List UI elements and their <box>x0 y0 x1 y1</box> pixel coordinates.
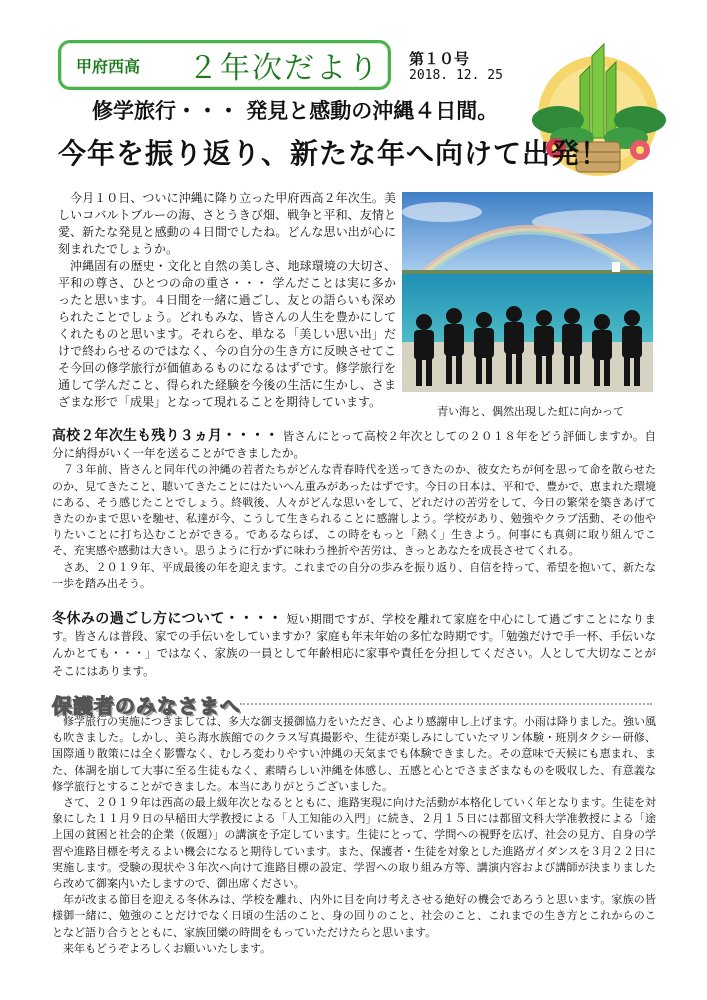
section-paragraph: ７３年前、皆さんと同年代の沖縄の若者たちがどんな青春時代を送ってきたのか、彼女たちが何を思って命を散らせたのか、見てきたこと、聴いてきたことにはたいへん重みがあったはずです。今日の日本は、平和で、豊かで、恵まれた環境にある、そう感じたことでしょう。終戦後、人々がどんな思いをして、どれだけの苦労をして、今日の繁栄を築きあげてきたのかまで思いを馳せ、私達が今、こうして生きられることに感謝しよう。学校があり、勉強やクラブ活動、その他やりたいことに打ち込むことができる。であるならば、この時をもっと「熱く」生きよう。何事にも真剣に取り組んでこそ、充実感や感動は大きい。思うように行かずに味わう挫折や苦労は、きっとあなたを成長させてくれる。 <box>52 463 656 558</box>
article-paragraph: 今月１０日、ついに沖縄に降り立った甲府西高２年次生。美しいコバルトブルーの海、さとうきび畑、戦争と平和、友情と愛、新たな発見と感動の４日間でしたね。どんな思い出が心に刻まれたでしょうか。 <box>58 191 396 256</box>
headline-primary: 修学旅行・・・ 発見と感動の沖縄４日間。 <box>92 99 499 123</box>
photo-students-rainbow <box>402 192 653 392</box>
section-paragraph: 修学旅行の実施につきましては、多大な御支援御協力をいただき、心より感謝申し上げます。小雨は降りました。強い風も吹きました。しかし、美ら海水族館でのクラス写真撮影や、生徒が楽しみにしていたマリン体験・班別タクシー研修、国際通り散策には全く影響なく、むしろ変わりやすい沖縄の天気までも体験できました。その意味で天候にも恵まれ、また、体調を崩して大事に至る生徒もなく、素晴らしい沖縄を体感し、五感と心とでさまざまなものを吸収した、有意義な修学旅行とすることができました。本当にありがとうございました。 <box>52 715 656 793</box>
section-lead-text: 短い期間ですが、学校を離れて家庭を中心にして過ごすことになります。皆さんは普段、家での手伝いをしていますか？家庭も年末年始の多忙な時期です。「勉強だけで手一杯、手伝いなんかとても・・・」ではなく、家族の一員として年齢相応に家事や責任を分担してください。人として大切なことがそこにはあります。 <box>52 612 656 678</box>
section-paragraph: 来年もどうぞよろしくお願いいたします。 <box>63 941 272 955</box>
section-remaining-months <box>52 428 656 592</box>
section-winter-break <box>52 611 656 680</box>
section-parents <box>52 714 656 957</box>
parents-section-heading: 保護者のみなさまへ <box>52 694 241 718</box>
section-lead <box>52 611 656 680</box>
photo-caption: 青い海と、偶然出現した虹に向かって <box>437 405 624 418</box>
section-lead-text: 皆さんにとって高校２年次としての２０１８年をどう評価しますか。自分に納得がいく一年を送ることができましたか。 <box>52 429 656 461</box>
issue-date: 2018. 12. 25 <box>409 68 503 83</box>
section-paragraph: さて、２０１９年は西高の最上級年次となるとともに、進路実現に向けた活動が本格化していく年となります。生徒を対象にした１１月９日の早稲田大学教授による「人工知能の入門」に続き、２月１５日には都留文科大学准教授による「途上国の貧困と社会的企業（仮題）」の講演を予定しています。生徒にとって、学問への視野を広げ、社会の見方、自身の学習や進路目標を考えるよい機会になると期待しています。また、保護者・生徒を対象とした進路ガイダンスを３月２２日に実施します。受験の現状や３年次へ向けて進路目標の設定、学習への取り組み方等、講演内容および講師が決まりましたら改めて御案内いたしますので、御出席ください。 <box>52 796 656 891</box>
school-name: 甲府西高 <box>76 57 141 76</box>
section-paragraph: 年が改まる節目を迎える冬休みは、学校を離れ、内外に目を向け考えさせる絶好の機会であろうと思います。家族の皆様御一緒に、勉強のことだけでなく日頃の生活のこと、身の回りのこと、社会のこと、これまでの生き方とこれからのことなど語り合うとともに、家族団欒の時間をもっていただけたらと思います。 <box>52 893 656 939</box>
article-paragraph: 沖縄固有の歴史・文化と自然の美しさ、地球環境の大切さ、平和の尊さ、ひとつの命の重さ・・・ 学んだことは実に多かったと思います。４日間を一緒に過ごし、友との語らいも深められたことでしょう。どれもみな、皆さんの人生を豊かにしてくれたものと思います。それらを、単なる「美しい思い出」だけで終わらせるのではなく、今の自分の生き方に反映させてこそ今回の修学旅行が価値あるものになるはずです。修学旅行を通して学んだこと、得られた経験を今後の生活に生かし、さまざまな形で「成果」となって現れることを期待しています。 <box>58 259 396 409</box>
section-lead <box>52 428 656 462</box>
section-paragraph: さあ、２０１９年、平成最後の年を迎えます。これまでの自分の歩みを振り返り、自信を持って、希望を抱いて、新たな一歩を踏み出そう。 <box>52 560 656 590</box>
issue-number: 第１０号 <box>409 50 470 68</box>
newsletter-name: ２年次だより <box>188 51 380 86</box>
headline-secondary: 今年を振り返り、新たな年へ向けて出発！ <box>58 137 610 170</box>
divider <box>240 703 652 705</box>
article-intro <box>58 190 396 411</box>
section-heading: 高校２年次生も残り３ヵ月・・・・ <box>52 428 279 444</box>
section-heading: 冬休みの過ごし方について・・・・ <box>52 611 283 627</box>
